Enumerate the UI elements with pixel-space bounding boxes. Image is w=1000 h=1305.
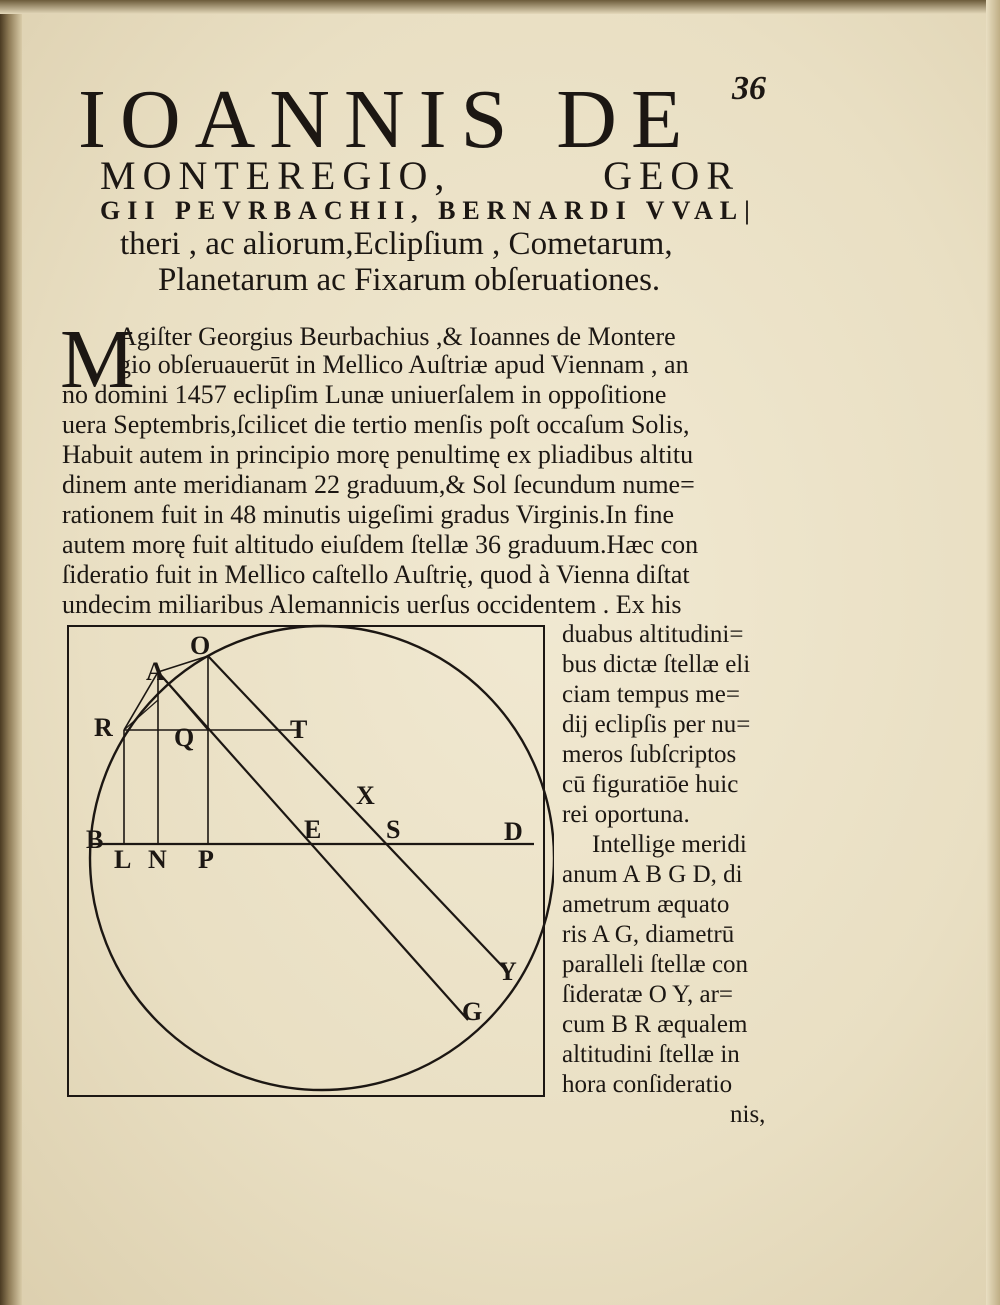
title-line-4: theri , ac aliorum,Eclipſium , Cometarum,: [120, 226, 673, 262]
title-line-1: IOANNIS DE: [78, 73, 697, 166]
title-line-2-left: MONTEREGIO,: [100, 153, 452, 198]
label-p: P: [198, 845, 214, 874]
side-text-line: dij eclipſis per nu=: [562, 711, 751, 738]
side-text-line: meros ſubſcriptos: [562, 741, 737, 768]
label-s: S: [386, 815, 401, 844]
drop-cap: M: [60, 313, 135, 406]
side-text-line: duabus altitudini=: [562, 621, 744, 648]
body-line: Habuit autem in principio morę penultimę ex pliadibus altitu: [62, 440, 694, 469]
side-text-line: ciam tempus me=: [562, 681, 740, 708]
label-d: D: [504, 817, 523, 846]
side-text-line: Intellige meridi: [592, 831, 747, 858]
label-y: Y: [498, 957, 517, 986]
side-text-line: anum A B G D, di: [562, 861, 743, 888]
side-text-line: bus dictæ ſtellæ eli: [562, 651, 751, 678]
body-line: autem morę fuit altitudo eiuſdem ſtellæ 36 graduum.Hæc con: [62, 530, 699, 559]
line-r-mid: [124, 700, 158, 730]
body-line: no domini 1457 eclipſim Lunæ uniuerſalem in oppoſitione: [62, 380, 667, 409]
side-text-line: hora conſideratio: [562, 1071, 733, 1098]
body-line: uera Septembris,ſcilicet die tertio menſis poſt occaſum Solis,: [62, 410, 690, 439]
label-g: G: [462, 997, 483, 1026]
label-x: X: [356, 781, 375, 810]
label-l: L: [114, 845, 132, 874]
side-text-line: ſideratæ O Y, ar=: [562, 981, 734, 1008]
title-line-2-right: GEOR: [603, 153, 740, 198]
body-line: Agiſter Georgius Beurbachius ,& Ioannes de Montere: [118, 322, 676, 351]
page-top-edge: [0, 0, 1000, 14]
body-line: undecim miliaribus Alemannicis uerſus occidentem . Ex his: [62, 590, 682, 619]
side-text-line: cū figuratiōe huic: [562, 771, 739, 798]
side-text-line: nis,: [730, 1101, 766, 1128]
label-q: Q: [174, 723, 195, 752]
body-line: rationem fuit in 48 minutis uigeſimi gradus Virginis.In fine: [62, 500, 675, 529]
label-n: N: [148, 845, 167, 874]
label-e: E: [304, 815, 322, 844]
side-text-line: paralleli ſtellæ con: [562, 951, 749, 978]
diagram-figure: [64, 622, 554, 1102]
page-right-edge: [986, 0, 1000, 1305]
page-gutter-shadow: [0, 0, 22, 1305]
side-text-line: cum B R æqualem: [562, 1011, 748, 1038]
side-text-line: rei oportuna.: [562, 801, 690, 828]
side-text-line: altitudini ſtellæ in: [562, 1041, 740, 1068]
side-text-line: ametrum æquato: [562, 891, 730, 918]
label-r: R: [94, 713, 113, 742]
page-number: 36: [732, 70, 766, 107]
line-a-q: [158, 672, 208, 730]
parallel-diameter: [208, 656, 504, 968]
body-line: ſideratio fuit in Mellico caſtello Auſtrię, quod à Vienna diſtat: [62, 560, 690, 589]
label-b: B: [86, 825, 104, 854]
side-text-line: ris A G, diametrū: [562, 921, 735, 948]
title-line-5: Planetarum ac Fixarum obſeruationes.: [158, 262, 661, 298]
body-line: dinem ante meridianam 22 graduum,& Sol ſecundum nume=: [62, 470, 695, 499]
body-line: gio obſeruauerūt in Mellico Auſtriæ apud Viennam , an: [118, 350, 689, 379]
label-o: O: [190, 631, 211, 660]
label-t: T: [290, 715, 308, 744]
astronomical-diagram: [64, 622, 554, 1102]
title-line-2: [100, 152, 740, 199]
label-a: A: [146, 657, 165, 686]
title-line-3: GII PEVRBACHII, BERNARDI VVAL|: [100, 196, 757, 225]
